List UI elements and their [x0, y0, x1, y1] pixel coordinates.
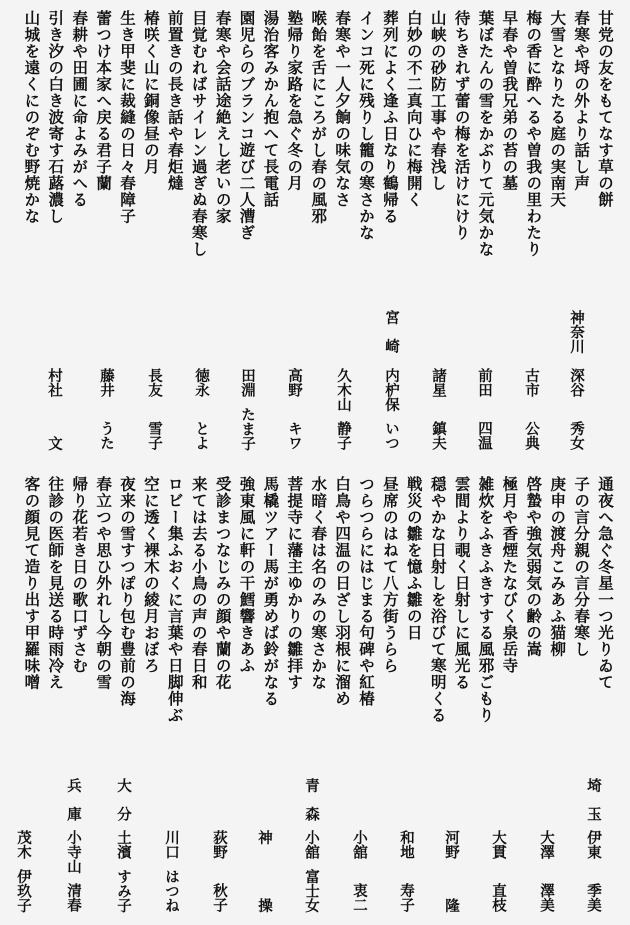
- author-given-name: 四温: [476, 421, 493, 450]
- author-family-name: 茂木: [15, 830, 32, 859]
- author-given-name: 寿子: [398, 883, 415, 912]
- author-name: [522, 368, 540, 450]
- haiku-line: インコ死に残りし籠の寒さかな: [357, 10, 376, 241]
- haiku-line: 湯治客みかん抱へて長電話: [261, 10, 281, 208]
- prefecture-label: 埼玉: [585, 778, 602, 835]
- author-name: [210, 830, 228, 912]
- author-name: [192, 368, 210, 450]
- author-credit: [238, 310, 256, 450]
- author-family-name: 村社: [46, 368, 63, 397]
- author-credit: [14, 778, 32, 912]
- prefecture-label: 兵庫: [65, 778, 82, 835]
- author-credit: [489, 778, 507, 912]
- author-credit: [210, 778, 228, 912]
- author-family-name: 荻野: [211, 830, 228, 859]
- author-name: [475, 368, 493, 450]
- author-given-name: 澤美: [538, 883, 555, 912]
- haiku-line: 待ちきれず蕾の梅を活けにけり: [452, 10, 472, 241]
- haiku-line: 梅の香に酔へるや曽我の里わたり: [524, 10, 544, 258]
- author-given-name: 鎮夫: [430, 421, 447, 450]
- author-credit: [302, 778, 320, 912]
- haiku-line: 早春や曽我兄弟の苔の墓: [500, 10, 520, 192]
- author-name: [45, 368, 63, 450]
- haiku-line: つらつらにはじまる句碑や紅椿: [357, 476, 376, 707]
- author-name: [442, 830, 460, 912]
- author-credit: [255, 778, 273, 912]
- author-family-name: 古市: [523, 368, 540, 397]
- author-given-name: いつ: [383, 421, 400, 450]
- haiku-line: 葉ぼたんの雪をかぶりて元気かな: [476, 10, 496, 258]
- prefecture-label: 宮崎: [383, 310, 400, 367]
- author-name: [567, 368, 585, 450]
- haiku-line: 庚申の渡舟こみあふ猫柳: [548, 476, 568, 658]
- author-given-name: 季美: [585, 883, 602, 912]
- author-family-name: 神: [256, 830, 273, 845]
- author-name: [537, 830, 555, 912]
- author-name: [350, 830, 368, 912]
- haiku-line: 雲間より覗く日射しに風光る: [452, 476, 472, 691]
- author-family-name: 田淵: [239, 368, 256, 397]
- author-given-name: 衷二: [351, 883, 368, 912]
- author-family-name: 大澤: [538, 830, 555, 859]
- haiku-line: 客の顔見て造り出す甲羅味噌: [22, 476, 42, 691]
- haiku-line: 山城を遠くにのぞむ野焼かな: [22, 10, 42, 225]
- haiku-line: 春寒や埒の外より話し声: [572, 10, 592, 192]
- author-name: [429, 368, 447, 450]
- author-credit: [429, 310, 447, 450]
- author-given-name: 静子: [335, 421, 352, 450]
- author-given-name: 操: [256, 897, 273, 912]
- author-name: [584, 830, 602, 912]
- author-family-name: 河野: [443, 830, 460, 859]
- author-credit: [567, 310, 585, 450]
- haiku-line: 夜来の雪すつぽり包む豊前の海: [118, 476, 137, 707]
- haiku-line: 春立つや思ひ外れし今朝の雪: [94, 476, 114, 691]
- author-credit: [397, 778, 415, 912]
- author-credit: [334, 310, 352, 450]
- author-credit: [97, 310, 115, 450]
- author-name: [238, 368, 256, 450]
- author-family-name: 川口: [163, 830, 180, 859]
- author-credit: [522, 310, 540, 450]
- author-name: [334, 368, 352, 450]
- author-given-name: うた: [98, 421, 115, 450]
- author-given-name: 秀女: [568, 421, 585, 450]
- author-credit: [45, 310, 63, 450]
- haiku-line: 喉飴を舌にころがし春の風邪: [309, 10, 329, 225]
- author-name: [489, 830, 507, 912]
- author-name: [397, 830, 415, 912]
- author-family-name: 久木山: [335, 368, 352, 412]
- author-given-name: すみ子: [115, 868, 132, 912]
- haiku-line: 馬橇ツアー馬が勇めば鈴がなる: [261, 476, 281, 707]
- author-name: [97, 368, 115, 450]
- author-given-name: 隆: [443, 897, 460, 912]
- author-given-name: はつね: [163, 868, 180, 912]
- haiku-line: 通夜へ急ぐ冬星一つ光りゐて: [596, 476, 615, 691]
- author-family-name: 長友: [146, 368, 163, 397]
- haiku-line: 極月や香煙たなびく泉岳寺: [500, 476, 520, 674]
- author-family-name: 和地: [398, 830, 415, 859]
- author-given-name: 直枝: [490, 883, 507, 912]
- haiku-line: 受診まつなじみの顔や蘭の花: [213, 476, 233, 691]
- author-family-name: 高野: [286, 368, 303, 397]
- haiku-line: 往診の医師を見送る時雨冷え: [46, 476, 66, 691]
- author-family-name: 小舘: [351, 830, 368, 859]
- author-credit: [382, 310, 400, 450]
- author-family-name: 大貫: [490, 830, 507, 859]
- author-credit: [475, 310, 493, 450]
- author-family-name: 徳永: [193, 368, 210, 397]
- haiku-line: ロビー集ふおくに言葉や日脚伸ぶ: [165, 476, 185, 724]
- author-family-name: 内枦保: [383, 368, 400, 412]
- haiku-line: 来ては去る小鳥の声の春日和: [189, 476, 209, 691]
- author-given-name: 文: [46, 435, 63, 450]
- haiku-line: 戦災の雛を憶ふ雛の日: [404, 476, 424, 641]
- haiku-line: 大雪となりたる庭の実南天: [548, 10, 568, 208]
- haiku-line: 啓蟄や強気弱気の齢の嵩: [524, 476, 544, 658]
- author-name: [382, 368, 400, 450]
- haiku-line: 塾帰り家路を急ぐ冬の月: [285, 10, 305, 192]
- author-credit: [442, 778, 460, 912]
- author-credit: [114, 778, 132, 912]
- haiku-line: 穏やかな日射しを浴びて寒明くる: [428, 476, 448, 724]
- author-name: [14, 830, 32, 912]
- author-family-name: 藤井: [98, 368, 115, 397]
- author-name: [255, 830, 273, 912]
- author-given-name: 秋子: [211, 883, 228, 912]
- author-credit: [64, 778, 82, 912]
- author-given-name: 雪子: [146, 421, 163, 450]
- author-given-name: 伊玖子: [15, 868, 32, 912]
- author-given-name: 公典: [523, 421, 540, 450]
- author-credit: [145, 310, 163, 450]
- haiku-line: 引き汐の白き波寄す石蕗濃し: [46, 10, 66, 225]
- haiku-line: 白妙の不二真向ひに梅開く: [404, 10, 424, 208]
- author-credit: [162, 778, 180, 912]
- author-name: [145, 368, 163, 450]
- author-credit: [584, 778, 602, 912]
- haiku-line: 昼席のはねて八方街うらら: [380, 476, 400, 674]
- haiku-line: 葬列によく逢ふ日なり鶴帰る: [380, 10, 400, 225]
- haiku-line: 春耕や田圃に命よみがへる: [70, 10, 90, 208]
- author-given-name: たま子: [239, 406, 256, 450]
- haiku-line: 蕾つけ本家へ戻る君子蘭: [94, 10, 114, 192]
- author-credit: [350, 778, 368, 912]
- author-credit: [192, 310, 210, 450]
- author-family-name: 伊東: [585, 830, 602, 859]
- author-name: [302, 830, 320, 912]
- author-name: [162, 830, 180, 912]
- author-given-name: とよ: [193, 421, 210, 450]
- author-family-name: 前田: [476, 368, 493, 397]
- haiku-line: 白鳥や四温の日ざし羽根に溜め: [333, 476, 353, 707]
- haiku-line: 菩提寺に藩主ゆかりの雛拝す: [285, 476, 305, 691]
- haiku-line: 山峡の砂防工事や春浅し: [428, 10, 448, 192]
- prefecture-label: 神奈川: [568, 310, 585, 354]
- author-given-name: キワ: [286, 421, 303, 450]
- haiku-line: 前置きの長き話や春炬燵: [165, 10, 185, 192]
- haiku-line: 水暗く春は名のみの寒さかな: [309, 476, 329, 691]
- haiku-line: 目覚むればサイレン過ぎぬ春寒し: [189, 10, 209, 258]
- haiku-line: 空に透く裸木の綾月おぼろ: [141, 476, 161, 674]
- author-given-name: 清春: [65, 883, 82, 912]
- author-credit: [285, 310, 303, 450]
- author-credit: [537, 778, 555, 912]
- haiku-line: 子の言分親の言分春寒し: [572, 476, 592, 658]
- author-name: [64, 830, 82, 912]
- author-family-name: 深谷: [568, 368, 585, 397]
- haiku-line: 園児らのブランコ遊び二人漕ぎ: [237, 10, 257, 241]
- haiku-line: 春寒や一人夕餉の味気なさ: [333, 10, 353, 208]
- haiku-line: 強東風に軒の干鱈響きあふ: [237, 476, 257, 674]
- haiku-line: 雑炊をふきふきすする風邪ごもり: [476, 476, 496, 724]
- prefecture-label: 青森: [303, 778, 320, 835]
- author-name: [114, 830, 132, 912]
- author-name: [285, 368, 303, 450]
- author-family-name: 土濱: [115, 830, 132, 859]
- author-family-name: 諸星: [430, 368, 447, 397]
- haiku-line: 椿咲く山に銅像昼の月: [141, 10, 161, 175]
- haiku-line: 甘党の友をもてなす草の餅: [596, 10, 615, 208]
- haiku-line: 生き甲斐に裁縫の日々春障子: [118, 10, 137, 225]
- haiku-line: 帰り花若き日の歌口ずさむ: [70, 476, 90, 674]
- haiku-line: 春寒や会話途絶えし老いの家: [213, 10, 233, 225]
- prefecture-label: 大分: [115, 778, 132, 835]
- author-family-name: 小寺山: [65, 830, 82, 874]
- author-given-name: 富士女: [303, 868, 320, 912]
- author-family-name: 小舘: [303, 830, 320, 859]
